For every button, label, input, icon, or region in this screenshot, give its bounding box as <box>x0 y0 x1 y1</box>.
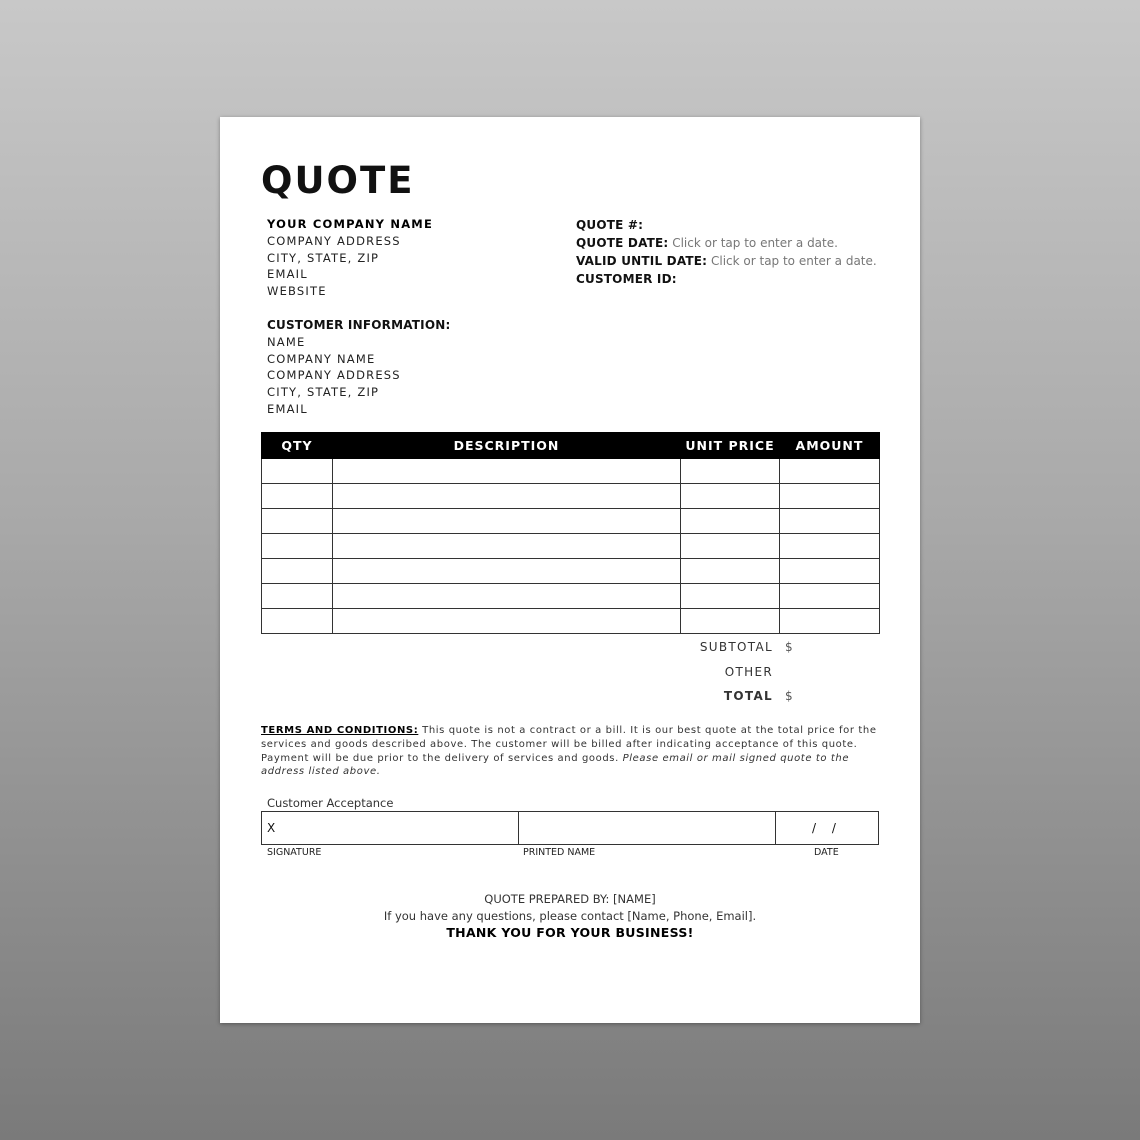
qty-cell[interactable] <box>262 484 333 509</box>
table-row <box>262 459 880 484</box>
company-website: WEBSITE <box>267 284 327 299</box>
customer-address: COMPANY ADDRESS <box>267 368 401 383</box>
date-slashes: / / <box>812 821 842 835</box>
company-city-state-zip: CITY, STATE, ZIP <box>267 250 380 265</box>
quote-document <box>220 117 920 1023</box>
signature-caption: SIGNATURE <box>267 847 322 858</box>
customer-heading: CUSTOMER INFORMATION: <box>267 318 451 332</box>
description-cell[interactable] <box>333 484 681 509</box>
header-amount: AMOUNT <box>780 433 880 459</box>
table-row <box>262 484 880 509</box>
thank-you-message: THANK YOU FOR YOUR BUSINESS! <box>446 925 694 940</box>
qty-cell[interactable] <box>262 459 333 484</box>
header-unit-price: UNIT PRICE <box>681 433 780 459</box>
terms-note: Please email or mail signed quote to the address listed above. <box>261 752 850 778</box>
unit-price-cell[interactable] <box>681 559 780 584</box>
unit-price-cell[interactable] <box>681 484 780 509</box>
document-title: QUOTE <box>261 159 415 202</box>
qty-cell[interactable] <box>262 509 333 534</box>
table-row <box>262 534 880 559</box>
terms-body: This quote is not a contract or a bill. It is our best quote at the total price for the services and goods described above. The customer will be billed after indicating acceptance of this quote. Payment will be due prior to the delivery of services and goods. <box>261 725 877 764</box>
terms-and-conditions <box>261 724 879 779</box>
customer-email: EMAIL <box>267 401 308 416</box>
company-block <box>267 216 433 300</box>
company-email: EMAIL <box>267 267 308 282</box>
qty-cell[interactable] <box>262 559 333 584</box>
terms-heading: TERMS AND CONDITIONS: <box>261 725 419 736</box>
company-address: COMPANY ADDRESS <box>267 233 401 248</box>
quote-date <box>576 234 877 252</box>
customer-acceptance-label: Customer Acceptance <box>267 796 394 810</box>
unit-price-cell[interactable] <box>681 609 780 634</box>
unit-price-cell[interactable] <box>681 584 780 609</box>
valid-until-label: VALID UNTIL DATE: <box>576 254 708 268</box>
signature-x-mark: X <box>267 821 276 835</box>
table-row <box>262 509 880 534</box>
customer-id-label: CUSTOMER ID: <box>576 272 677 286</box>
description-cell[interactable] <box>333 584 681 609</box>
total-label: TOTAL <box>723 689 773 703</box>
header-qty: QTY <box>262 433 333 459</box>
valid-until-date <box>576 252 877 270</box>
description-cell[interactable] <box>333 459 681 484</box>
qty-cell[interactable] <box>262 584 333 609</box>
other-label: OTHER <box>724 665 773 679</box>
valid-until-date-picker[interactable]: Click or tap to enter a date. <box>707 254 877 268</box>
prepared-by: QUOTE PREPARED BY: [NAME] <box>484 892 656 906</box>
header-description: DESCRIPTION <box>333 433 681 459</box>
amount-cell[interactable] <box>780 484 880 509</box>
table-row <box>262 609 880 634</box>
line-items-table <box>261 432 880 634</box>
customer-id <box>576 270 877 288</box>
printed-name-caption: PRINTED NAME <box>523 847 596 858</box>
quote-date-picker[interactable]: Click or tap to enter a date. <box>668 236 838 250</box>
date-field[interactable] <box>776 812 878 844</box>
description-cell[interactable] <box>333 609 681 634</box>
description-cell[interactable] <box>333 509 681 534</box>
description-cell[interactable] <box>333 534 681 559</box>
acceptance-box <box>261 811 879 845</box>
customer-company: COMPANY NAME <box>267 351 376 366</box>
customer-block <box>267 317 450 418</box>
contact-line: If you have any questions, please contact [Name, Phone, Email]. <box>383 909 757 923</box>
amount-cell[interactable] <box>780 509 880 534</box>
unit-price-cell[interactable] <box>681 534 780 559</box>
amount-cell[interactable] <box>780 534 880 559</box>
signature-field[interactable] <box>262 812 519 844</box>
description-cell[interactable] <box>333 559 681 584</box>
unit-price-cell[interactable] <box>681 459 780 484</box>
date-caption: DATE <box>814 847 839 858</box>
amount-cell[interactable] <box>780 459 880 484</box>
unit-price-cell[interactable] <box>681 509 780 534</box>
quote-date-label: QUOTE DATE: <box>576 236 669 250</box>
qty-cell[interactable] <box>262 534 333 559</box>
customer-city-state-zip: CITY, STATE, ZIP <box>267 385 380 400</box>
table-row <box>262 584 880 609</box>
amount-cell[interactable] <box>780 609 880 634</box>
subtotal-label: SUBTOTAL <box>699 640 773 654</box>
table-row <box>262 559 880 584</box>
printed-name-field[interactable] <box>519 812 776 844</box>
quote-info-block <box>576 216 877 288</box>
total-currency: $ <box>785 689 794 703</box>
amount-cell[interactable] <box>780 584 880 609</box>
company-name: YOUR COMPANY NAME <box>267 217 434 231</box>
subtotal-currency: $ <box>785 640 794 654</box>
quote-number-label: QUOTE #: <box>576 218 644 232</box>
customer-name: NAME <box>267 334 306 349</box>
qty-cell[interactable] <box>262 609 333 634</box>
amount-cell[interactable] <box>780 559 880 584</box>
quote-number <box>576 216 877 234</box>
table-header-row <box>262 433 880 459</box>
